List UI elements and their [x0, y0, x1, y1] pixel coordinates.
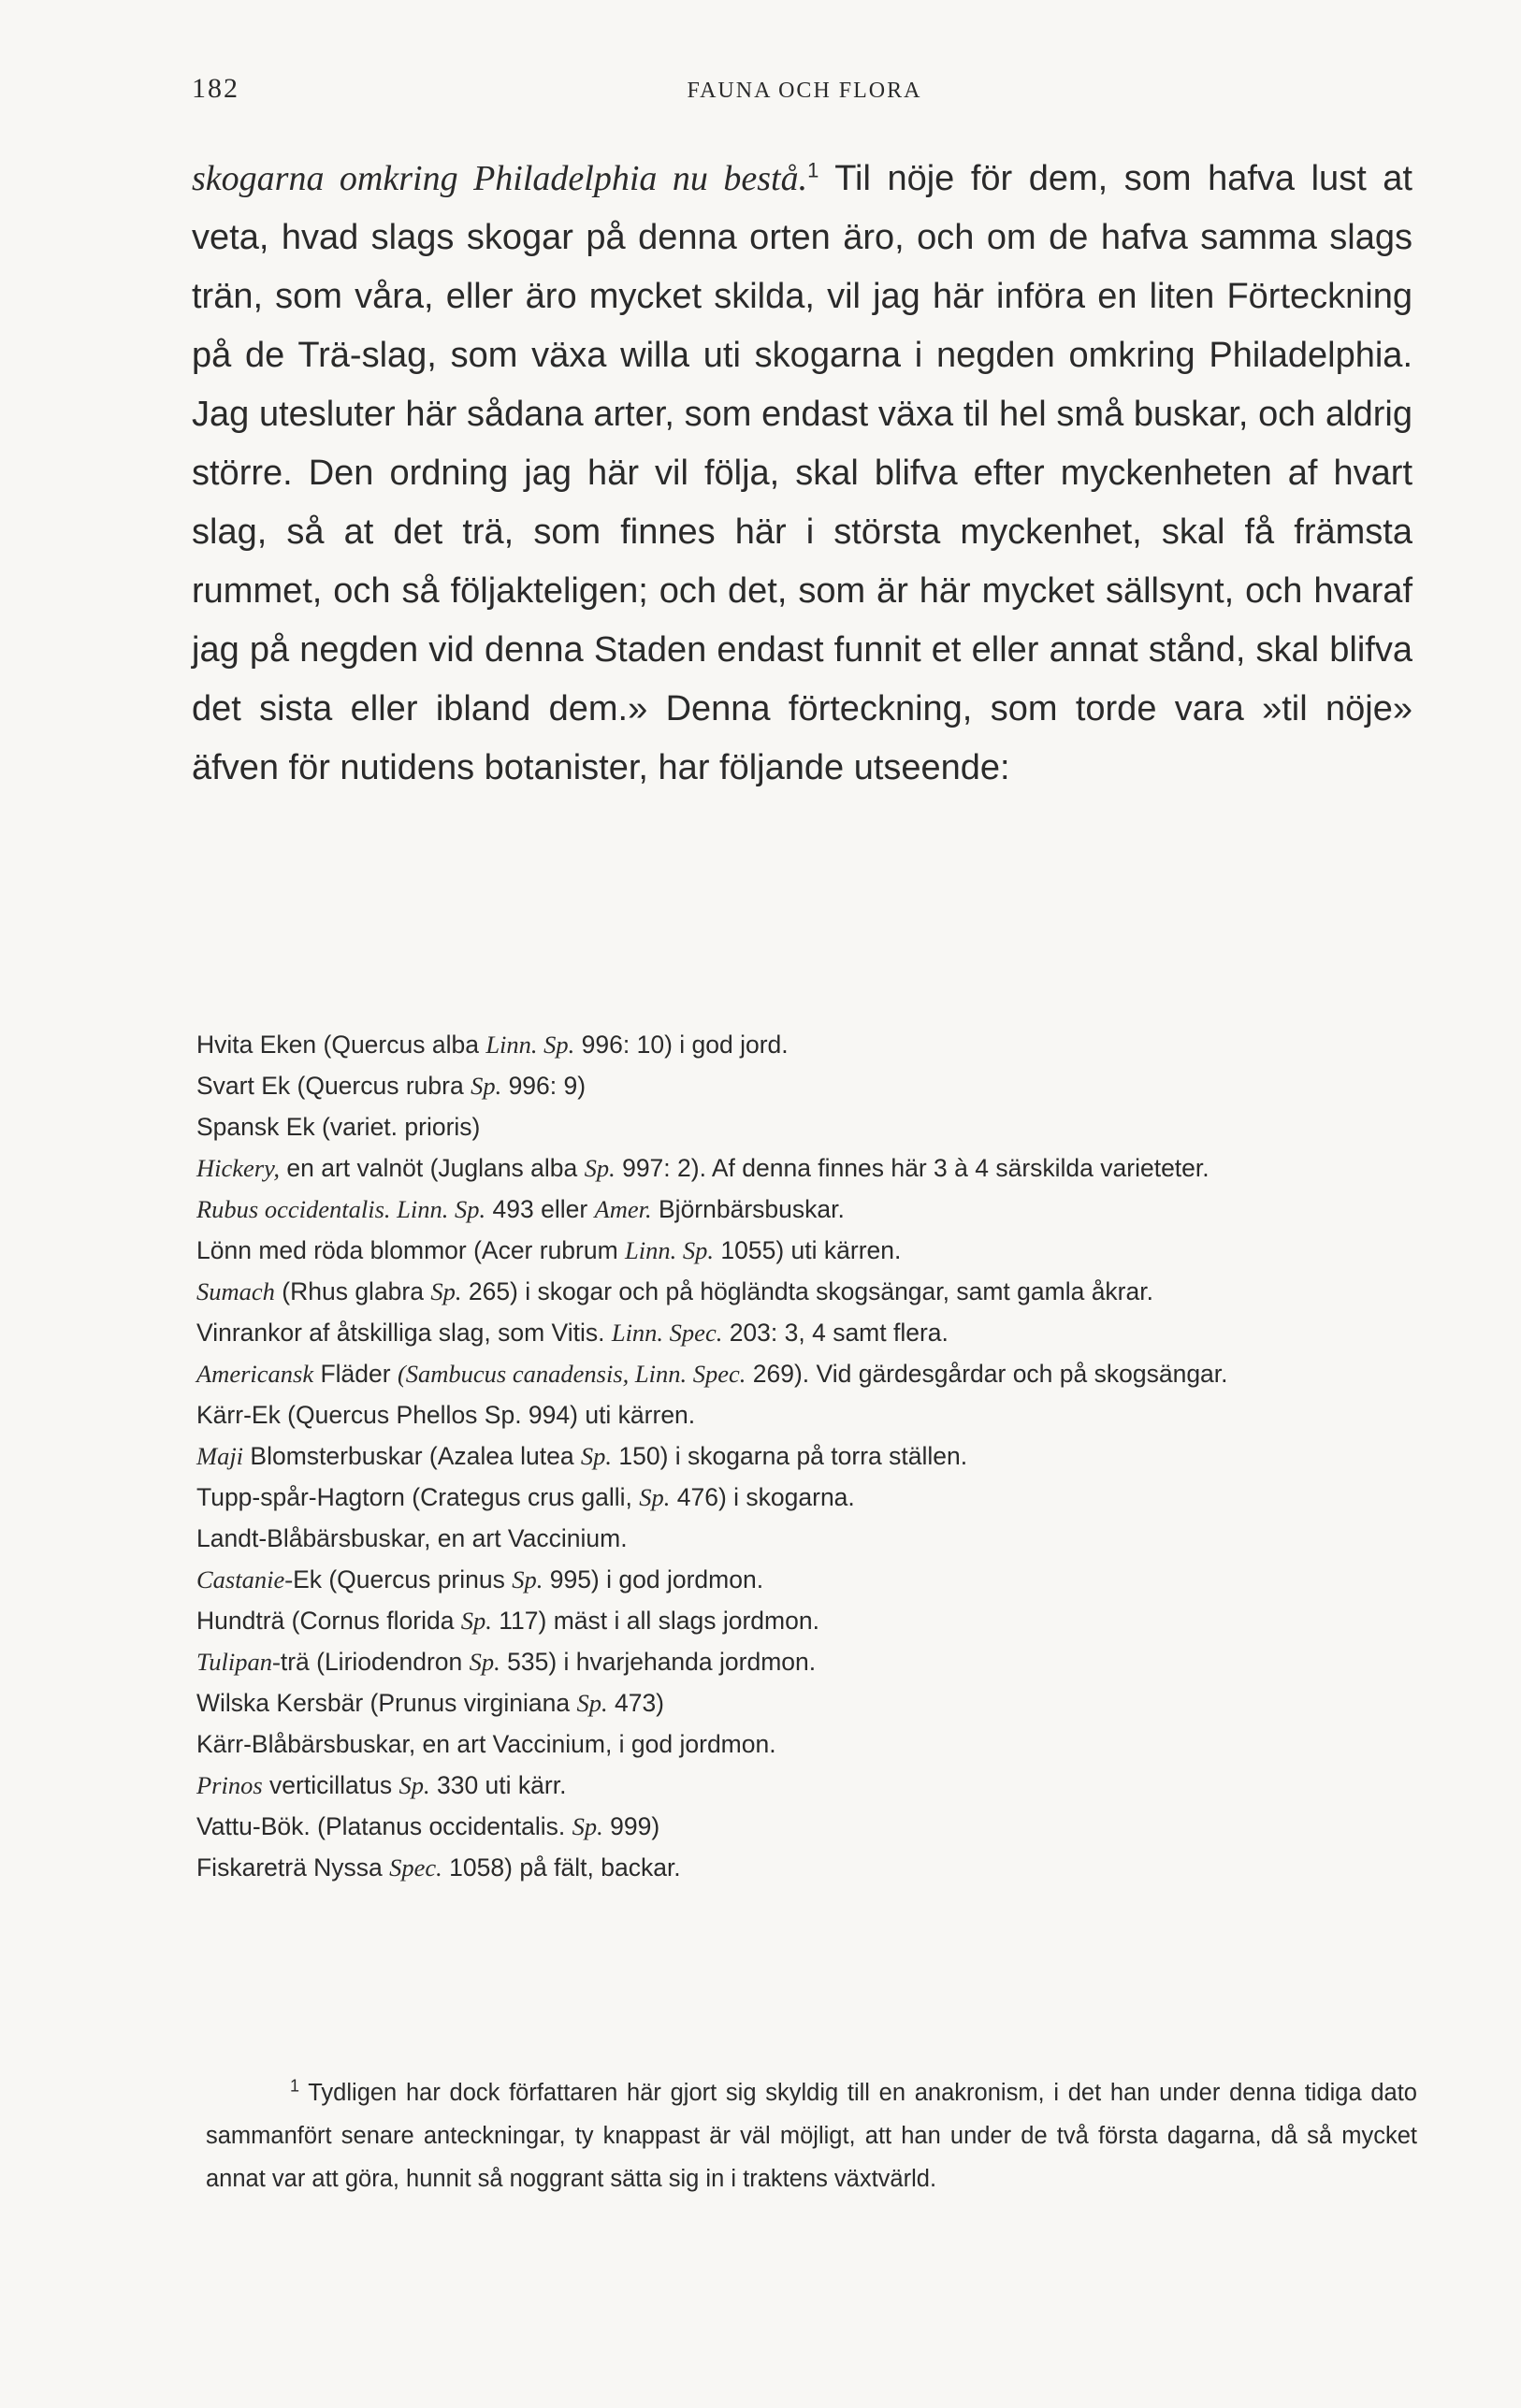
species-text: (Rhus glabra	[274, 1277, 431, 1305]
species-text: Hundträ (Cornus florida	[196, 1607, 461, 1635]
species-text: en art valnöt (Juglans alba	[280, 1154, 585, 1182]
species-text: 269). Vid gärdesgårdar och på skogsängar.	[746, 1360, 1228, 1388]
species-entry	[196, 1806, 1412, 1847]
running-head	[192, 73, 1417, 110]
species-text: verticillatus	[262, 1771, 399, 1799]
species-text: trä (Liriodendron	[280, 1648, 470, 1676]
body-paragraph	[192, 150, 1412, 798]
species-text: 476) i skogarna.	[670, 1483, 855, 1511]
species-text: 997: 2). Af denna finnes här 3 à 4 särskilda varieteter.	[615, 1154, 1210, 1182]
species-text: 330 uti kärr.	[429, 1771, 567, 1799]
species-entry	[196, 1600, 1412, 1641]
species-text: 996: 10) i god jord.	[574, 1031, 789, 1059]
species-italic-text: Amer.	[594, 1195, 652, 1223]
species-italic-text: Sp.	[460, 1607, 492, 1635]
species-text: 117) mäst i all slags jordmon.	[491, 1607, 819, 1635]
species-italic-text: Sp.	[572, 1812, 603, 1840]
species-italic-text: Prinos	[196, 1771, 263, 1799]
italic-lead: skogarna omkring Philadelphia nu bestå.	[192, 159, 808, 198]
species-entry	[196, 1024, 1412, 1065]
footnote	[206, 2071, 1417, 2200]
species-italic-text: Sp.	[469, 1648, 500, 1676]
species-entry	[196, 1271, 1412, 1312]
species-text: Spansk Ek (variet. prioris)	[196, 1113, 481, 1141]
species-entry	[196, 1477, 1412, 1518]
species-text: Lönn med röda blommor (Acer rubrum	[196, 1236, 626, 1264]
body-text: Til nöje för dem, som hafva lust at veta, hvad slags skogar på denna orten äro, och om de hafva samma slags trän, som våra, eller äro mycket skilda, vil jag här införa en liten Förteckning på de Trä-slag, som växa willa uti skogarna i negden omkring Philadelphia. Jag utesluter här sådana arter, som endast växa til hel små buskar, och aldrig större. Den ordning jag här vil följa, skal blifva efter myckenheten af hvart slag, så at det trä, som finnes här i största myckenhet, skal få främsta rummet, och så följakteligen; och det, som är här mycket sällsynt, och hvaraf jag på negden vid denna Staden endast funnit et eller annat stånd, skal blifva det sista eller ibland dem.» Denna förteckning, som torde vara »til nöje» äfven för nutidens botanister, har följande utseende:	[192, 159, 1412, 787]
species-italic-text: Sp.	[471, 1072, 502, 1100]
species-entry	[196, 1847, 1412, 1888]
species-entry	[196, 1230, 1412, 1271]
species-entry	[196, 1559, 1412, 1600]
species-entry	[196, 1312, 1412, 1353]
species-entry	[196, 1189, 1412, 1230]
species-text: 535) i hvarjehanda jordmon.	[500, 1648, 817, 1676]
species-text: 150) i skogarna på torra ställen.	[612, 1442, 968, 1470]
species-text: 999)	[602, 1812, 660, 1840]
species-italic-text: Americansk	[196, 1360, 314, 1388]
species-text: Landt-Blåbärsbuskar, en art Vaccinium.	[196, 1524, 628, 1552]
footnote-text: Tydligen har dock författaren här gjort sig skyldig till en anakronism, i det han under denna tidiga dato sammanfört senare anteckningar, ty knappast är väl möjligt, att han under de två första dagarna, då så mycket annat var att göra, hunnit så noggrant sätta sig in i traktens växtvärld.	[206, 2080, 1417, 2192]
species-italic-text: Linn. Sp.	[625, 1236, 715, 1264]
species-entry	[196, 1765, 1412, 1806]
species-text: 203: 3, 4 samt flera.	[722, 1319, 949, 1347]
species-text: 473)	[607, 1689, 665, 1717]
species-entry	[196, 1435, 1412, 1477]
species-list	[196, 1024, 1412, 1888]
species-text: Wilska Kersbär (Prunus virginiana	[196, 1689, 577, 1717]
running-title: FAUNA OCH FLORA	[687, 79, 922, 103]
species-italic-text: Sp.	[512, 1565, 543, 1593]
species-entry	[196, 1394, 1412, 1435]
species-italic-text: Rubus occidentalis. Linn. Sp.	[196, 1195, 486, 1223]
species-italic-text: Hickery,	[196, 1154, 281, 1182]
species-text: Vattu-Bök. (Platanus occidentalis.	[196, 1812, 572, 1840]
species-italic-text: Maji	[196, 1442, 244, 1470]
species-italic-text: Sp.	[639, 1483, 671, 1511]
footnote-reference: 1	[807, 158, 819, 182]
species-italic-text: Sp.	[584, 1154, 616, 1182]
species-text: 493 eller	[485, 1195, 595, 1223]
species-italic-text: Spec.	[389, 1853, 442, 1882]
species-entry	[196, 1065, 1412, 1106]
species-entry	[196, 1147, 1412, 1189]
species-italic-text: Sp.	[398, 1771, 430, 1799]
species-text: Björnbärsbuskar.	[651, 1195, 845, 1223]
species-text: Svart Ek (Quercus rubra	[196, 1072, 471, 1100]
species-text: 1058) på fält, backar.	[442, 1853, 681, 1882]
footnote-number: 1	[290, 2076, 300, 2096]
species-text: Tupp-spår-Hagtorn (Crategus crus galli,	[196, 1483, 640, 1511]
species-italic-text: Sp.	[580, 1442, 613, 1470]
species-text: 995) i god jordmon.	[543, 1565, 764, 1593]
species-text: 1055) uti kärren.	[714, 1236, 902, 1264]
species-entry	[196, 1682, 1412, 1723]
species-text: Fiskareträ Nyssa	[196, 1853, 390, 1882]
species-text: Kärr-Ek (Quercus Phellos Sp. 994) uti kärren.	[196, 1401, 696, 1429]
species-italic-text: Sp.	[576, 1689, 608, 1717]
species-text: 996: 9)	[501, 1072, 587, 1100]
species-italic-text: Sumach	[196, 1277, 275, 1305]
species-text: 265) i skogar och på högländta skogsängar, samt gamla åkrar.	[461, 1277, 1153, 1305]
species-text: Blomsterbuskar (Azalea lutea	[243, 1442, 581, 1470]
page-number: 182	[192, 73, 239, 104]
species-italic-text: (Sambucus canadensis, Linn. Spec.	[397, 1360, 746, 1388]
species-entry	[196, 1353, 1412, 1394]
species-text: Kärr-Blåbärsbuskar, en art Vaccinium, i god jordmon.	[196, 1730, 776, 1758]
species-italic-text: Linn. Spec.	[611, 1319, 723, 1347]
species-italic-text: Castanie-	[196, 1565, 294, 1593]
species-entry	[196, 1106, 1412, 1147]
species-italic-text: Tulipan-	[196, 1648, 281, 1676]
species-italic-text: Linn. Sp.	[485, 1031, 575, 1059]
species-text: Hvita Eken (Quercus alba	[196, 1031, 486, 1059]
species-entry	[196, 1518, 1412, 1559]
species-italic-text: Sp.	[430, 1277, 462, 1305]
species-text: Fläder	[313, 1360, 398, 1388]
species-entry	[196, 1723, 1412, 1765]
species-entry	[196, 1641, 1412, 1682]
species-text: Vinrankor af åtskilliga slag, som Vitis.	[196, 1319, 612, 1347]
species-text: Ek (Quercus prinus	[293, 1565, 513, 1593]
